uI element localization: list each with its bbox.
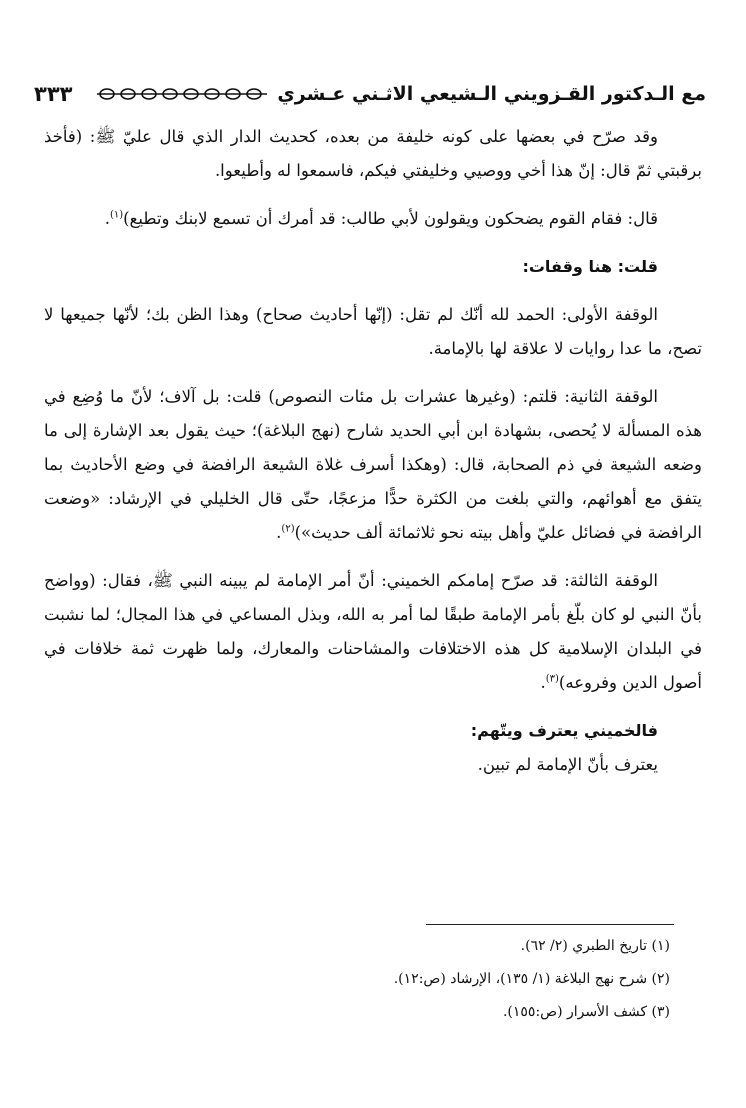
- footnotes: [60, 930, 670, 1029]
- footnote-divider: [426, 924, 674, 925]
- paragraph-second-point: الوقفة الثانية: قلتم: (وغيرها عشرات بل مئات النصوص) قلت: بل آلاف؛ لأنّ ما وُضِع في هذه المسألة لا يُحصى، بشهادة ابن أبي الحديد شارح (نهج البلاغة)؛ حيث يقول بعد الإشارة إلى ما وضعه الشيعة في ذم الصحابة، قال: (وهكذا أسرف غلاة الشيعة الرافضة في وضع الأحاديث بما يتفق مع أهوائهم، والتي بلغت من الكثرة حدًّا مزعجًا، حتّى قال الخليلي في الإرشاد: «وضعت الرافضة في فضائل عليّ وأهل بيته نحو ثلاثمائة ألف حديث»)$^{(٢)}$.: [44, 387, 702, 542]
- main-text: [44, 120, 702, 782]
- paragraph-quote-end-text: قال: فقام القوم يضحكون ويقولون لأبي طالب: قد أمرك أن تسمع لابنك وتطيع): [123, 209, 658, 228]
- header-ornament: [82, 84, 267, 104]
- paragraph-intro: وقد صرّح في بعضها على كونه خليفة من بعده، كحديث الدار الذي قال عليّ ﷺ: (فأخذ برقبتي ثمّ قال: إنّ هذا أخي ووصيي وخليفتي فيكم، فاسمعوا له وأطيعوا.: [44, 127, 702, 180]
- footnote-1: (١) تاريخ الطبري (٢/ ٦٢).: [520, 938, 670, 954]
- paragraph-conclusion-heading: فالخميني يعترف ويتّهم:: [470, 721, 658, 740]
- footnote-2: (٢) شرح نهج البلاغة (١/ ١٣٥)، الإرشاد (ص:١٢).: [393, 971, 670, 987]
- paragraph-quote-end: قال: فقام القوم يضحكون ويقولون لأبي طالب: قد أمرك أن تسمع لابنك وتطيع)$^{(١)}$.: [104, 209, 658, 228]
- paragraph-heading: قلت: هنا وقفات:: [522, 257, 658, 276]
- footnote-3: (٣) كشف الأسرار (ص:١٥٥).: [502, 1004, 670, 1020]
- paragraph-second-point-text: الوقفة الثانية: قلتم: (وغيرها عشرات بل مئات النصوص) قلت: بل آلاف؛ لأنّ ما وُضِع في هذه المسألة لا يُحصى، بشهادة ابن أبي الحديد شارح (نهج البلاغة)؛ حيث يقول بعد الإشارة إلى ما وضعه الشيعة في ذم الصحابة، قال: (وهكذا أسرف غلاة الشيعة الرافضة في وضع الأحاديث بما يتفق مع أهوائهم، والتي بلغت من الكثرة حدًّا مزعجًا، حتّى قال الخليلي في الإرشاد: «وضعت الرافضة في فضائل عليّ وأهل بيته نحو ثلاثمائة ألف حديث»): [44, 387, 702, 542]
- chain-ornament-icon: [97, 85, 267, 103]
- paragraph-third-point-text: الوقفة الثالثة: قد صرّح إمامكم الخميني: أنّ أمر الإمامة لم يبينه النبي ﷺ، فقال: (وواضح بأنّ النبي لو كان بلّغ بأمر الإمامة طبقًا لما أمر به الله، وبذل المساعي في هذا المجال؛ لما نشبت في البلدان الإسلامية كل هذه الاختلافات والمشاحنات والمعارك، ولما ظهرت ثمة خلافات في أصول الدين وفروعه): [44, 571, 702, 692]
- running-header: [34, 74, 706, 114]
- paragraph-third-point: الوقفة الثالثة: قد صرّح إمامكم الخميني: أنّ أمر الإمامة لم يبينه النبي ﷺ، فقال: (وواضح بأنّ النبي لو كان بلّغ بأمر الإمامة طبقًا لما أمر به الله، وبذل المساعي في هذا المجال؛ لما نشبت في البلدان الإسلامية كل هذه الاختلافات والمشاحنات والمعارك، ولما ظهرت ثمة خلافات في أصول الدين وفروعه)$^{(٣)}$.: [44, 571, 702, 692]
- footnote-ref-3: (٣): [545, 673, 559, 685]
- paragraph-conclusion: يعترف بأنّ الإمامة لم تبين.: [477, 755, 658, 774]
- paragraph-first-point: الوقفة الأولى: الحمد لله أنّك لم تقل: (إنّها أحاديث صحاح) وهذا الظن بك؛ لأنّها جميعها لا تصح، ما عدا روايات لا علاقة لها بالإمامة.: [44, 305, 702, 358]
- footnote-ref-1: (١): [109, 209, 124, 221]
- running-header-title: مع الـدكتور القـزويني الـشيعي الاثـني عـشري: [277, 83, 706, 105]
- page-number: ٣٣٣: [34, 82, 73, 106]
- footnote-ref-2: (٢): [281, 523, 295, 535]
